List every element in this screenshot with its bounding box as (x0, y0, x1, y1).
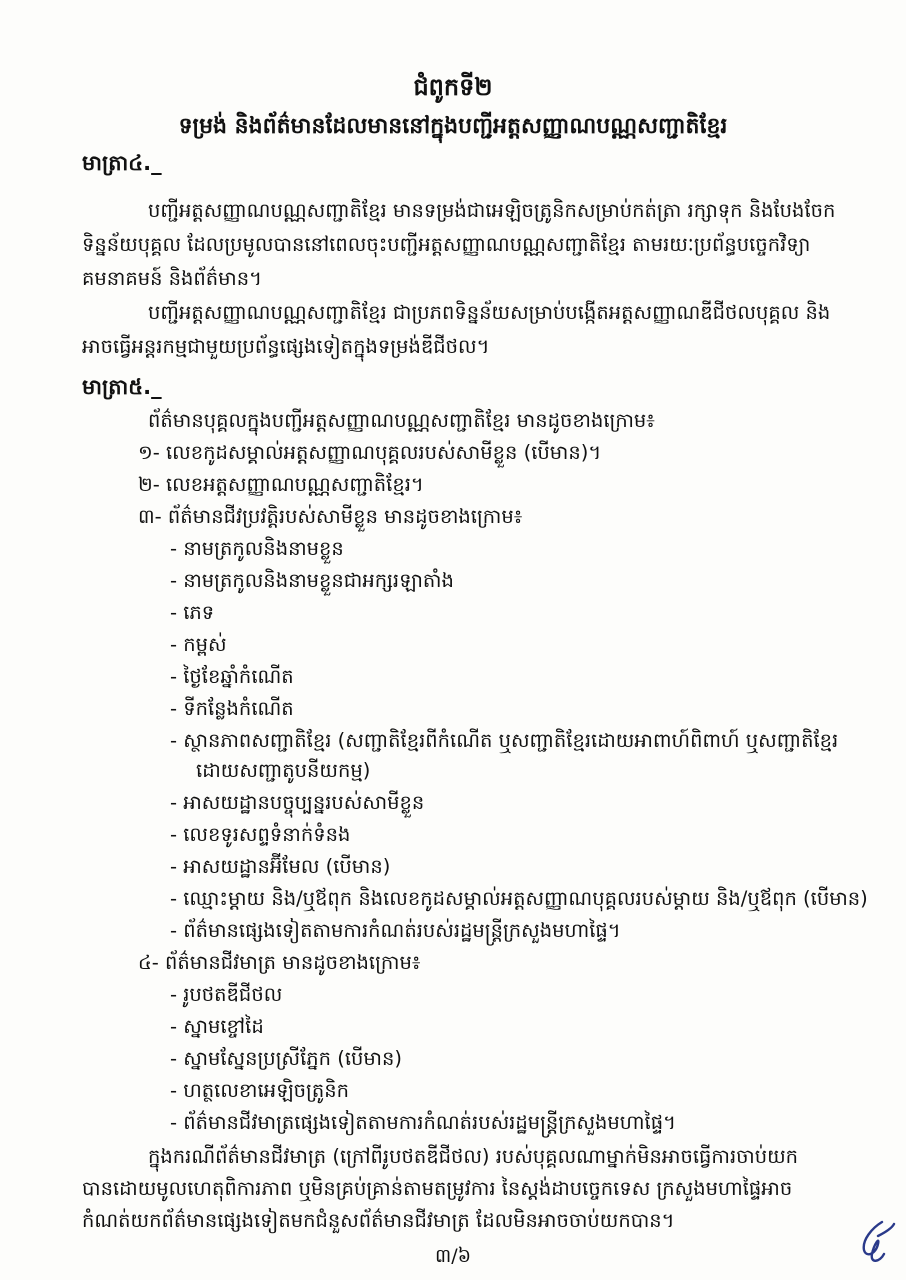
item-3-bullet: - អាសយដ្ឋានអ៊ីមែល (បើមាន) (170, 855, 391, 878)
item-4-bullet: - ហត្ថលេខាអេឡិចត្រូនិក (170, 1079, 350, 1102)
item-3-bullet: - ទីកន្លែងកំណើត (170, 697, 294, 720)
closing-para-line-1: ក្នុងករណីព័ត៌មានជីវមាត្រ (ក្រៅពីរូបថតឌីជីថល) របស់បុគ្គលណាម្នាក់មិនអាចធ្វើការចាប់យក (148, 1145, 799, 1168)
item-4-bullet: - ស្នាមខ្ចៅដៃ (170, 1015, 264, 1038)
item-4-bullet: - ស្នាមស្នែនប្រស្រីភ្នែក (បើមាន) (170, 1047, 402, 1070)
article-4-para-1-line-1: បញ្ជីអត្តសញ្ញាណបណ្ណសញ្ជាតិខ្មែរ មានទម្រង់ជាអេឡិចត្រូនិកសម្រាប់កត់ត្រា រក្សាទុក និងបែងចែក (148, 199, 836, 222)
chapter-heading: ជំពូកទី២ (413, 73, 493, 101)
item-3-bullet: - ភេទ (170, 601, 215, 624)
item-3-bullet: - ព័ត៌មានផ្សេងទៀតតាមការកំណត់របស់រដ្ឋមន្ត្រីក្រសួងមហាផ្ទៃ។ (170, 919, 621, 942)
item-3-bullet-continuation: ដោយសញ្ជាតូបនីយកម្ម) (196, 759, 371, 782)
item-3-bullet: - នាមត្រកូលនិងនាមខ្លួនជាអក្សរឡាតាំង (170, 569, 454, 592)
page-number: ៣/៦ (434, 1245, 472, 1267)
item-4-bullet: - រូបថតឌីជីថល (170, 983, 283, 1006)
item-3-bullet: - នាមត្រកូលនិងនាមខ្លួន (170, 537, 344, 560)
article-5-heading: មាត្រា៥._ (82, 375, 162, 399)
item-1: ១- លេខកូដសម្គាល់អត្តសញ្ញាណបុគ្គលរបស់សាមីខ្លួន (បើមាន)។ (138, 441, 602, 464)
handwritten-initial-signature (852, 1214, 896, 1268)
item-3-bullet: - ថ្ងៃខែឆ្នាំកំណើត (170, 665, 294, 688)
item-3-bullet: - ស្ថានភាពសញ្ជាតិខ្មែរ (សញ្ជាតិខ្មែរពីកំណើត ឬសញ្ជាតិខ្មែរដោយអាពាហ៍ពិពាហ៍ ឬសញ្ជាតិខ្មែរ (170, 729, 839, 752)
closing-para-line-2: បានដោយមូលហេតុពិការភាព ឬមិនគ្រប់គ្រាន់តាមតម្រូវការ នៃស្តង់ដាបច្ចេកទេស ក្រសួងមហាផ្ទៃអាច (82, 1177, 793, 1200)
item-4-bullet: - ព័ត៌មានជីវមាត្រផ្សេងទៀតតាមការកំណត់របស់រដ្ឋមន្ត្រីក្រសួងមហាផ្ទៃ។ (170, 1111, 676, 1134)
closing-para-line-3: កំណត់យកព័ត៌មានផ្សេងទៀតមកជំនួសព័ត៌មានជីវមាត្រ ដែលមិនអាចចាប់យកបាន។ (82, 1209, 675, 1232)
item-3: ៣- ព័ត៌មានជីវប្រវត្តិរបស់សាមីខ្លួន មានដូចខាងក្រោម៖ (138, 505, 523, 528)
item-3-bullet: - ឈ្មោះម្ដាយ និង/ឬឪពុក និងលេខកូដសម្គាល់អត្តសញ្ញាណបុគ្គលរបស់ម្ដាយ និង/ឬឪពុក (បើមាន) (170, 887, 868, 910)
chapter-title: ទម្រង់ និងព័ត៌មានដែលមាននៅក្នុងបញ្ជីអត្តសញ្ញាណបណ្ណសញ្ជាតិខ្មែរ (178, 114, 728, 139)
article-5-intro: ព័ត៌មានបុគ្គលក្នុងបញ្ជីអត្តសញ្ញាណបណ្ណសញ្ជាតិខ្មែរ មានដូចខាងក្រោម៖ (148, 409, 655, 432)
item-3-bullet: - កម្ពស់ (170, 633, 227, 656)
article-4-para-2-line-2: អាចធ្វើអន្តរកម្មជាមួយប្រព័ន្ធផ្សេងទៀតក្នុងទម្រង់ឌីជីថល។ (82, 335, 490, 358)
item-3-bullet: - អាសយដ្ឋានបច្ចុប្បន្នរបស់សាមីខ្លួន (170, 791, 425, 814)
item-3-bullet: - លេខទូរសព្ទទំនាក់ទំនង (170, 823, 351, 846)
item-4: ៤- ព័ត៌មានជីវមាត្រ មានដូចខាងក្រោម៖ (138, 951, 421, 974)
item-2: ២- លេខអត្តសញ្ញាណបណ្ណសញ្ជាតិខ្មែរ។ (138, 473, 424, 496)
article-4-heading: មាត្រា៤._ (82, 151, 162, 175)
article-4-para-1-line-3: គមនាគមន៍ និងព័ត៌មាន។ (82, 267, 262, 290)
article-4-para-1-line-2: ទិន្នន័យបុគ្គល ដែលប្រមូលបាននៅពេលចុះបញ្ជីអត្តសញ្ញាណបណ្ណសញ្ជាតិខ្មែរ តាមរយៈប្រព័ន្ធបច្ចេកវិទ្យា (82, 233, 811, 256)
article-4-para-2-line-1: បញ្ជីអត្តសញ្ញាណបណ្ណសញ្ជាតិខ្មែរ ជាប្រភពទិន្នន័យសម្រាប់បង្កើតអត្តសញ្ញាណឌីជីថលបុគ្គល និង (148, 301, 831, 324)
